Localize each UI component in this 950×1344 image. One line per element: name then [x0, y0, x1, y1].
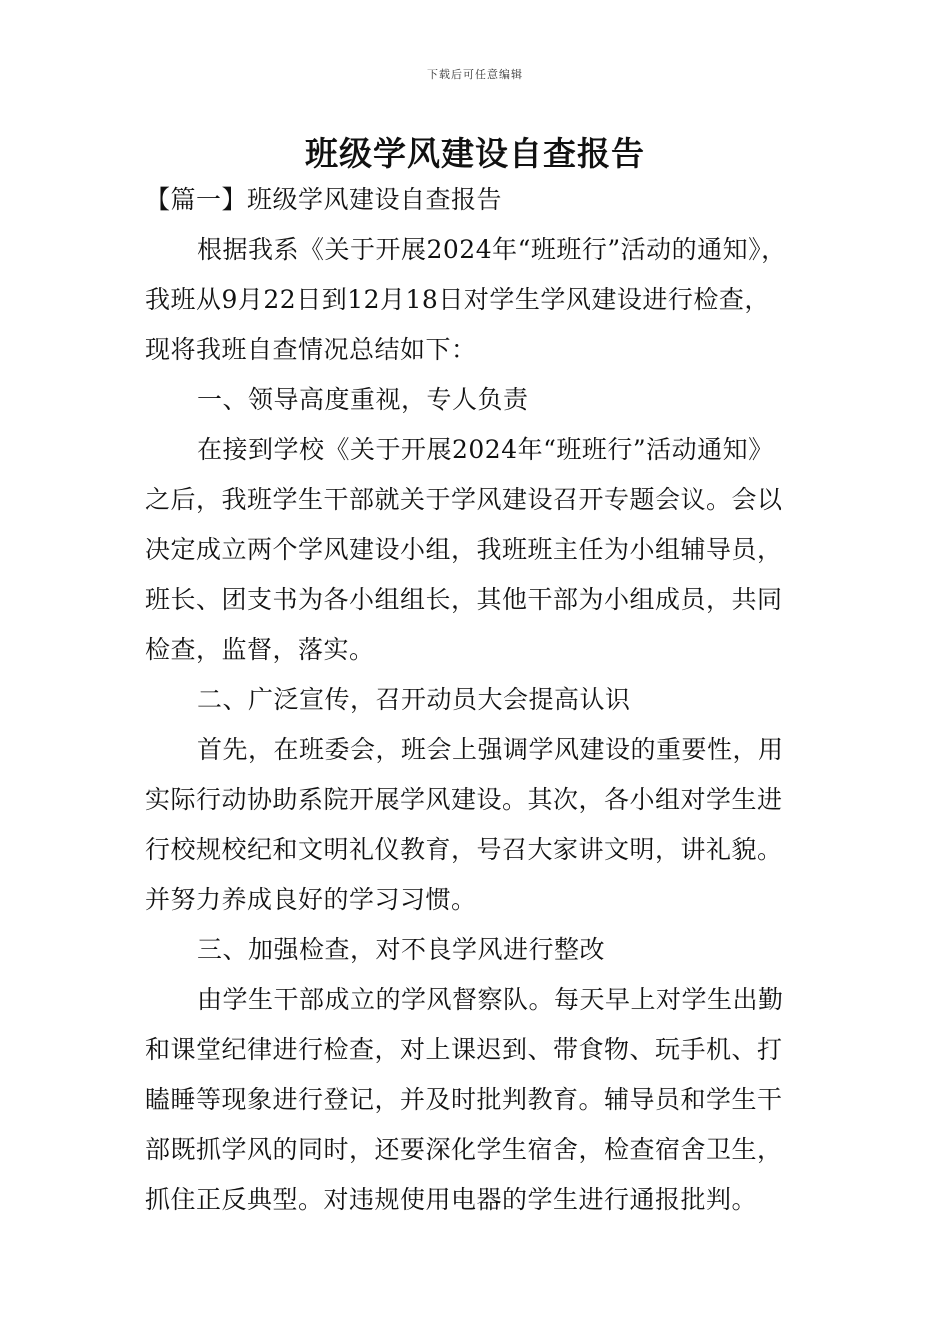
paragraph-line: 和课堂纪律进行检查，对上课迟到、带食物、玩手机、打: [145, 1035, 783, 1064]
document-title: 班级学风建设自查报告: [305, 134, 645, 173]
paragraph-line: 并努力养成良好的学习习惯。: [145, 885, 477, 914]
paragraph-line: 之后，我班学生干部就关于学风建设召开专题会议。会以: [145, 485, 783, 514]
paragraph-line: 由学生干部成立的学风督察队。每天早上对学生出勤: [197, 985, 784, 1014]
paragraph-line: 行校规校纪和文明礼仪教育，号召大家讲文明，讲礼貌。: [145, 835, 783, 864]
paragraph-line: 三、加强检查，对不良学风进行整改: [197, 935, 606, 964]
paragraph-line: 部既抓学风的同时，还要深化学生宿舍，检查宿舍卫生，: [145, 1135, 783, 1164]
paragraph-line: 检查，监督，落实。: [145, 635, 375, 664]
paragraph-line: 实际行动协助系院开展学风建设。其次，各小组对学生进: [145, 785, 783, 814]
paragraph-line: 根据我系《关于开展2024年“班班行”活动的通知》，: [197, 235, 787, 264]
paragraph-line: 二、广泛宣传，召开动员大会提高认识: [197, 685, 631, 714]
paragraph-line: 首先，在班委会，班会上强调学风建设的重要性，用: [197, 735, 784, 764]
paragraph-line: 【篇一】班级学风建设自查报告: [145, 185, 503, 214]
paragraph-line: 一、领导高度重视，专人负责: [197, 385, 529, 414]
paragraph-line: 瞌睡等现象进行登记，并及时批判教育。辅导员和学生干: [145, 1085, 783, 1114]
header-note: 下载后可任意编辑: [427, 68, 523, 81]
paragraph-line: 抓住正反典型。对违规使用电器的学生进行通报批判。: [145, 1185, 758, 1214]
paragraph-line: 在接到学校《关于开展2024年“班班行”活动通知》: [197, 435, 774, 464]
paragraph-line: 班长、团支书为各小组组长，其他干部为小组成员，共同: [145, 585, 783, 614]
paragraph-line: 我班从9月22日到12月18日对学生学风建设进行检查，: [145, 285, 770, 314]
document-body: [145, 181, 825, 1231]
paragraph-line: 决定成立两个学风建设小组，我班班主任为小组辅导员，: [145, 535, 783, 564]
paragraph-line: 现将我班自查情况总结如下：: [145, 335, 477, 364]
